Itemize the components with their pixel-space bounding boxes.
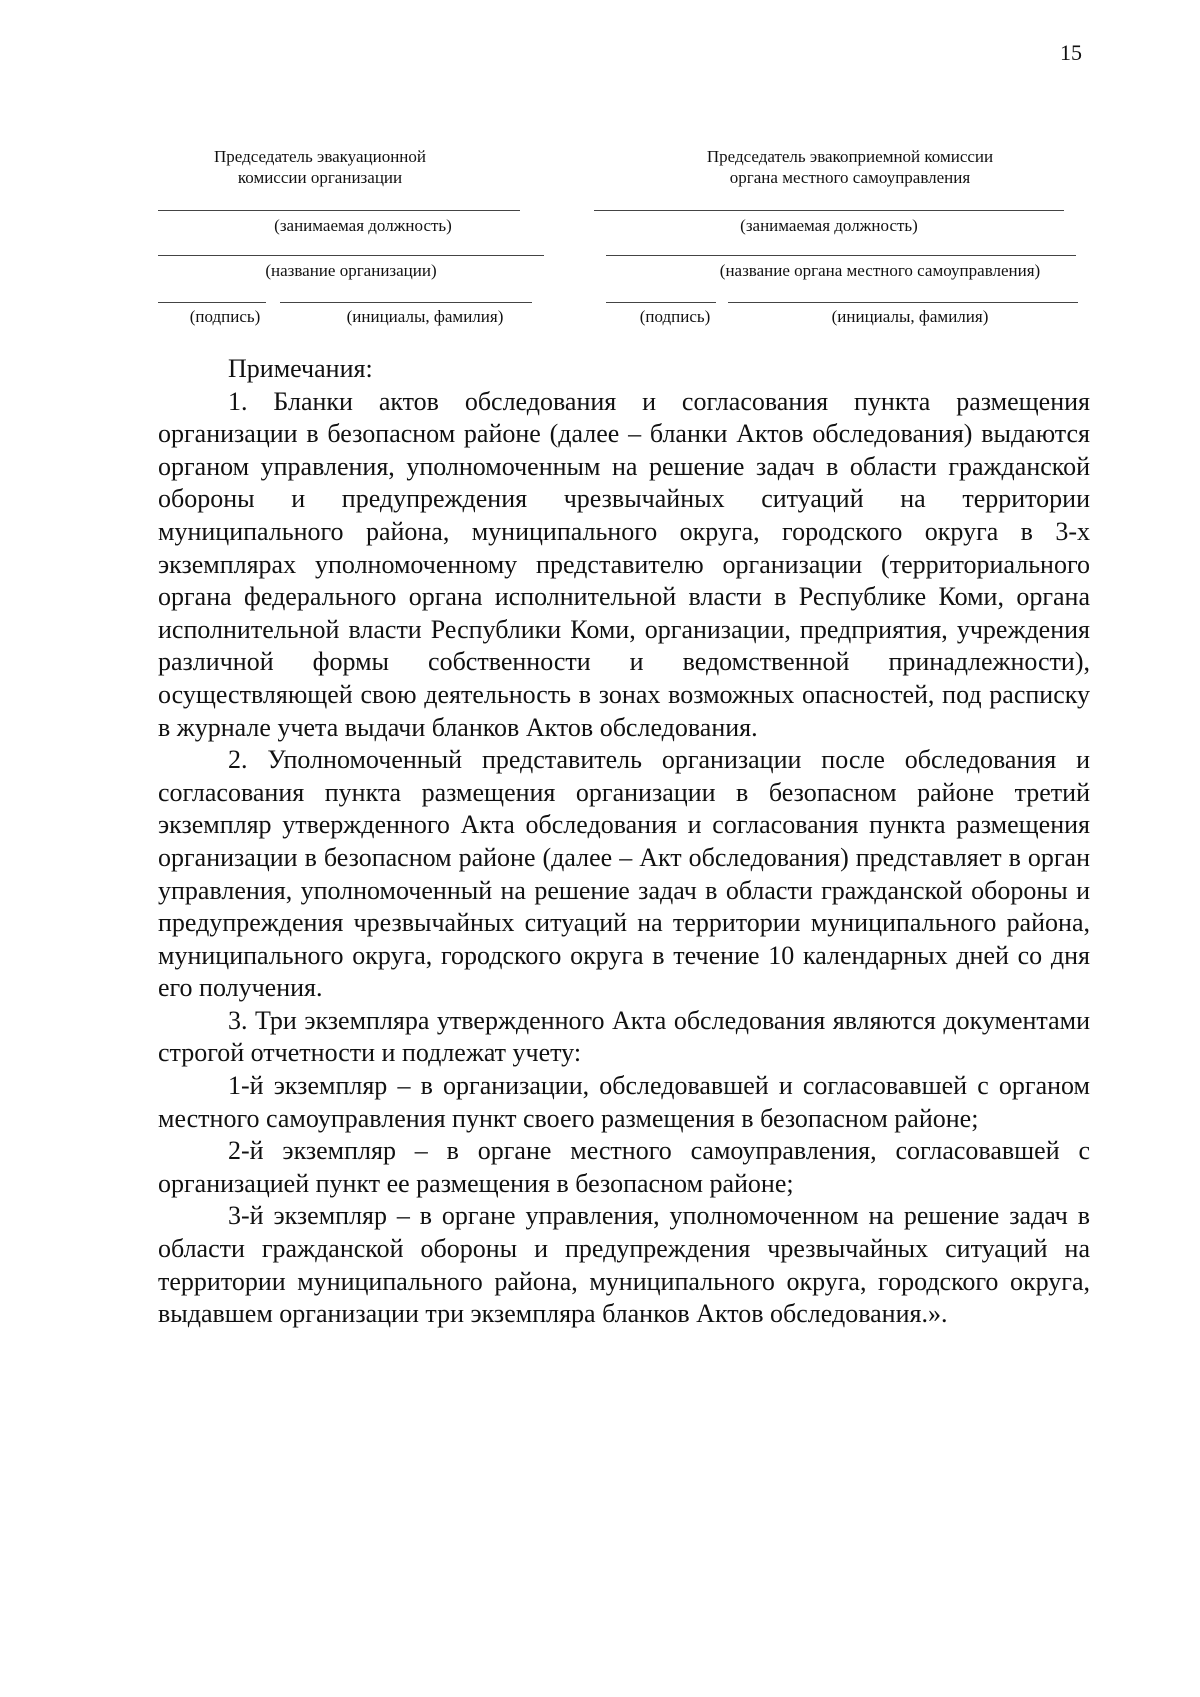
notes-heading: Примечания: (228, 354, 373, 383)
right-name-caption: (инициалы, фамилия) (831, 307, 989, 326)
right-name-line (728, 302, 1078, 303)
page-number: 15 (1060, 40, 1082, 65)
right-org-line (606, 255, 1076, 256)
right-signature-line (606, 302, 716, 303)
note-item-3: 3. Три экземпляра утвержденного Акта обследования являются документами строгой отчетности и подлежат учету: (158, 1005, 1090, 1068)
left-org-line (158, 255, 544, 256)
note-item-2: 2. Уполномоченный представитель организации после обследования и согласования пункта размещения организации в безопасном районе третий экземпляр утвержденного Акта обследования и согласования пункта размещения организации в безопасном районе (далее – Акт обследования) представляет в орган управления, уполномоченный на решение задач в области гражданской обороны и предупреждения чрезвычайных ситуаций на территории муниципального района, муниципального округа, городского округа в течение 10 календарных дней со дня его получения. (158, 745, 1090, 1003)
right-org-caption: (название органа местного самоуправления) (719, 261, 1041, 280)
note-copy-1: 1-й экземпляр – в организации, обследовавшей и согласовавшей с органом местного самоуправления пункт своего размещения в безопасном районе; (158, 1071, 1090, 1133)
right-position-line (594, 210, 1064, 211)
right-position-caption: (занимаемая должность) (740, 216, 918, 235)
right-chairman-title (650, 146, 1050, 188)
left-name-caption: (инициалы, фамилия) (346, 307, 504, 326)
right-signature-caption: (подпись) (639, 307, 711, 326)
left-org-caption: (название организации) (265, 261, 437, 280)
left-position-caption: (занимаемая должность) (274, 216, 452, 235)
notes-section (158, 353, 1090, 1331)
left-signature-caption: (подпись) (189, 307, 261, 326)
left-chairman-title (160, 146, 480, 188)
signature-block (0, 140, 1200, 340)
right-title-line2: органа местного самоуправления (729, 168, 971, 187)
note-copy-2: 2-й экземпляр – в органе местного самоуправления, согласовавшей с организацией пункт ее размещения в безопасном районе; (158, 1136, 1090, 1198)
left-title-line1: Председатель эвакуационной (213, 147, 426, 166)
left-position-line (158, 210, 520, 211)
right-title-line1: Председатель эвакоприемной комиссии (706, 147, 994, 166)
left-name-line (280, 302, 532, 303)
left-title-line2: комиссии организации (237, 168, 403, 187)
note-item-1: 1. Бланки актов обследования и согласования пункта размещения организации в безопасном районе (далее – бланки Актов обследования) выдаются органом управления, уполномоченным на решение задач в области гражданской обороны и предупреждения чрезвычайных ситуаций на территории муниципального района, муниципального округа, городского округа в 3-х экземплярах уполномоченному представителю организации (территориального органа федерального органа исполнительной власти в Республике Коми, органа исполнительной власти Республики Коми, организации, предприятия, учреждения различной формы собственности и ведомственной принадлежности), осуществляющей свою деятельность в зонах возможных опасностей, под расписку в журнале учета выдачи бланков Актов обследования. (158, 386, 1090, 742)
left-signature-line (158, 302, 266, 303)
note-copy-3: 3-й экземпляр – в органе управления, уполномоченном на решение задач в области гражданской обороны и предупреждения чрезвычайных ситуаций на территории муниципального района, муниципального округа, городского округа, выдавшем организации три экземпляра бланков Актов обследования.». (158, 1201, 1090, 1329)
